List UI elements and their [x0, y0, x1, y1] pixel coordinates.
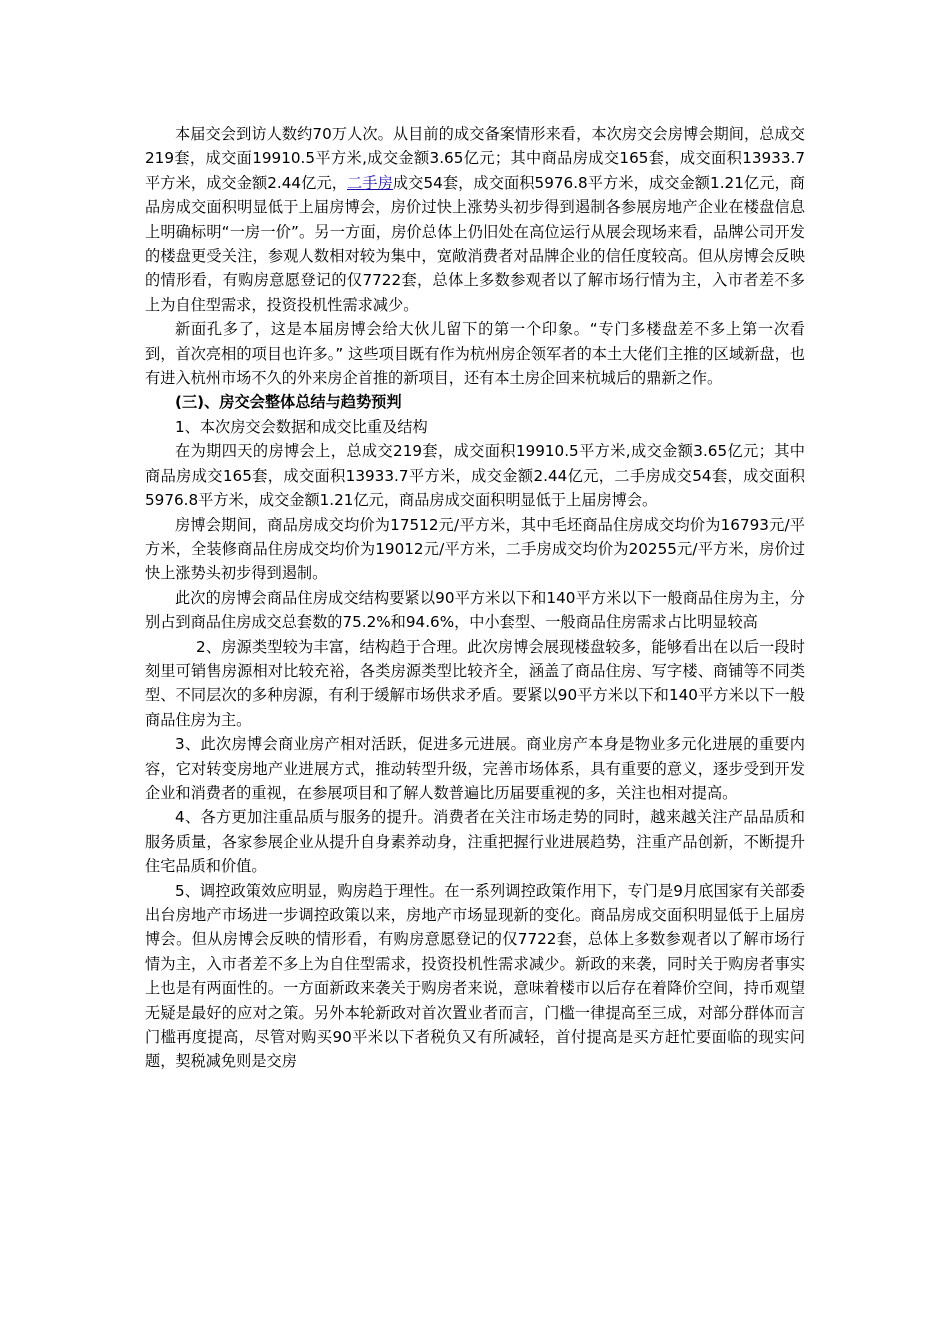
paragraph-housing-structure: 此次的房博会商品住房成交结构要紧以90平方米以下和140平方米以下一般商品住房为主，分别占到商品住房成交总套数的75.2%和94.6%，中小套型、一般商品住房需求占比明显较高	[145, 588, 805, 632]
subheading-data-structure: 1、本次房交会数据和成交比重及结构	[175, 417, 428, 436]
section-heading: (三)、房交会整体总结与趋势预判	[175, 393, 402, 412]
paragraph-transaction-totals: 在为期四天的房博会上，总成交219套，成交面积19910.5平方米,成交金额3.65亿元；其中商品房成交165套，成交面积13933.7平方米，成交金额2.44亿元，二手房成交54套，成交面积5976.8平方米，成交金额1.21亿元，商品房成交面积明显低于上届房博会。	[145, 442, 805, 510]
paragraph-expo-overview	[145, 122, 805, 317]
paragraph-average-prices: 房博会期间，商品房成交均价为17512元/平方米，其中毛坯商品住房成交均价为16793元/平方米，全装修商品住房成交均价为19012元/平方米，二手房成交均价为20255元/平方米，房价过快上涨势头初步得到遏制。	[145, 515, 805, 583]
second-hand-housing-link[interactable]: 二手房	[347, 173, 393, 192]
paragraph-housing-supply: 2、房源类型较为丰富，结构趋于合理。此次房博会展现楼盘较多，能够看出在以后一段时刻里可销售房源相对比较充裕，各类房源类型比较齐全，涵盖了商品住房、写字楼、商铺等不同类型、不同层次的多种房源，有利于缓解市场供求矛盾。要紧以90平方米以下和140平方米以下一般商品住房为主。	[145, 637, 805, 729]
paragraph-quality-service: 4、各方更加注重品质与服务的提升。消费者在关注市场走势的同时，越来越关注产品品质和服务质量，各家参展企业从提升自身素养动身，注重把握行业进展趋势，注重产品创新，不断提升住宅品质和价值。	[145, 808, 805, 876]
paragraph-commercial-property: 3、此次房博会商业房产相对活跃，促进多元进展。商业房产本身是物业多元化进展的重要内容，它对转变房地产业进展方式，推动转型升级，完善市场体系，具有重要的意义，逐步受到开发企业和消费者的重视，在参展项目和了解人数普遍比历届要重视的多，关注也相对提高。	[145, 735, 805, 802]
paragraph-policy-effects: 5、调控政策效应明显，购房趋于理性。在一系列调控政策作用下，专门是9月底国家有关部委出台房地产市场进一步调控政策以来，房地产市场显现新的变化。商品房成交面积明显低于上届房博会。但从房博会反映的情形看，有购房意愿登记的仅7722套，总体上多数参观者以了解市场行情为主，入市者差不多上为自住型需求，投资投机性需求减少。新政的来袭，同时关于购房者事实上也是有两面性的。一方面新政来袭关于购房者来说，意味着楼市以后存在着降价空间，持币观望无疑是最好的应对之策。另外本轮新政对首次置业者而言，门槛一律提高至三成，对部分群体而言门槛再度提高，尽管对购买90平米以下者税负又有所减轻，首付提高是买方赶忙要面临的现实问题，契税减免则是交房	[145, 881, 805, 1071]
paragraph-new-faces: 新面孔多了，这是本届房博会给大伙儿留下的第一个印象。“专门多楼盘差不多上第一次看到，首次亮相的项目也许多。” 这些项目既有作为杭州房企领军者的本土大佬们主推的区域新盘，也有进入杭州市场不久的外来房企首推的新项目，还有本土房企回来杭城后的鼎新之作。	[145, 320, 805, 388]
paragraph-expo-overview-part1: 本届交会到访人数约70万人次。从目前的成交备案情形来看，本次房交会房博会期间，总成交219套，成交面19910.5平方米,成交金额3.65亿元；其中商品房成交165套，成交面积13933.7平方米，成交金额2.44亿元，	[145, 125, 805, 192]
document-body	[145, 122, 805, 1074]
paragraph-expo-overview-part2: 成交54套，成交面积5976.8平方米，成交金额1.21亿元，商品房成交面积明显低于上届房博会，房价过快上涨势头初步得到遏制各参展房地产企业在楼盘信息上明确标明“一房一价”。另一方面，房价总体上仍旧处在高位运行从展会现场来看，品牌公司开发的楼盘更受关注，参观人数相对较为集中，宽敞消费者对品牌企业的信任度较高。但从房博会反映的情形看，有购房意愿登记的仅7722套，总体上多数参观者以了解市场行情为主，入市者差不多上为自住型需求，投资投机性需求减少。	[145, 173, 805, 314]
